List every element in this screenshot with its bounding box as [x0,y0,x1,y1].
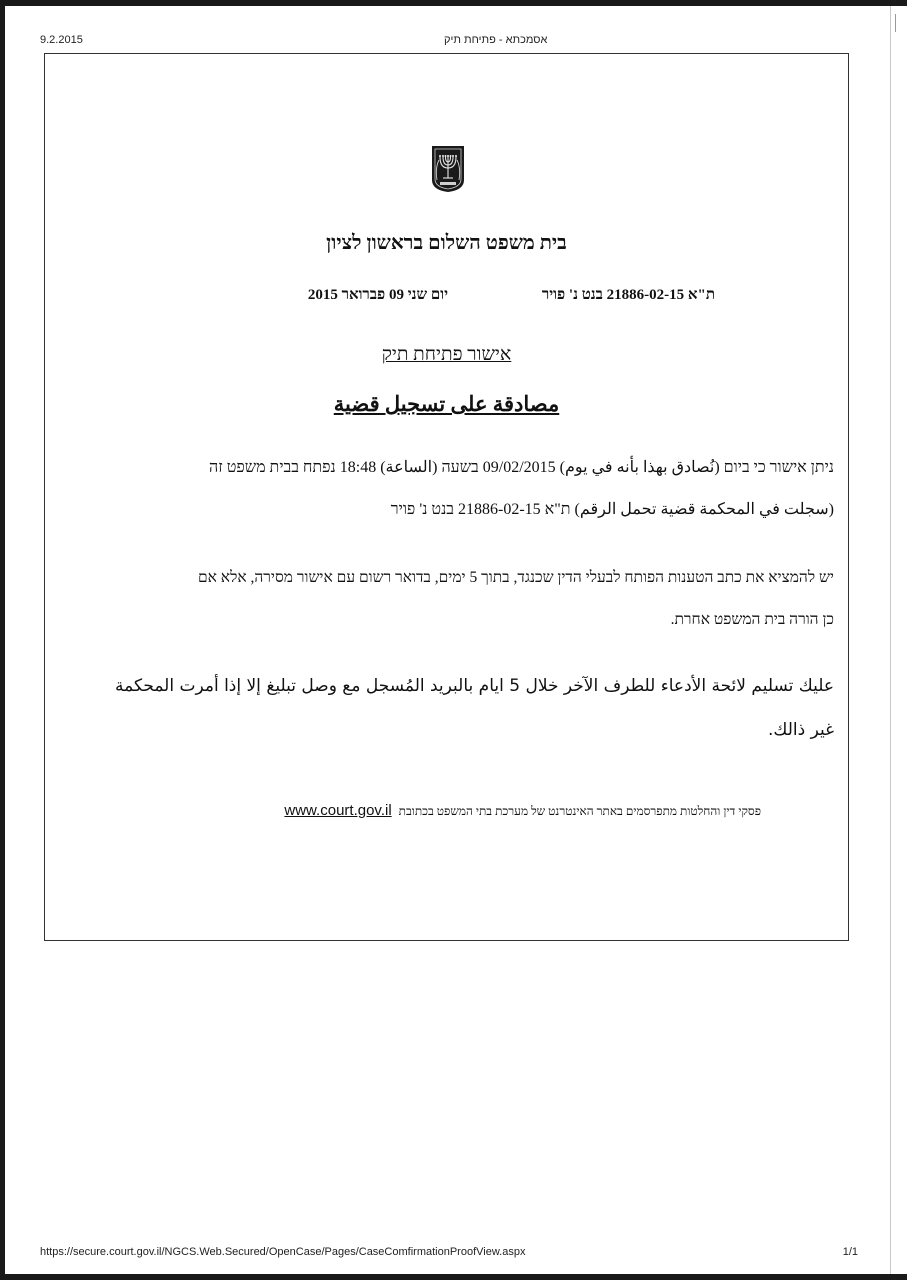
confirmation-paragraph [54,447,834,531]
publication-note-text: פסקי דין והחלטות מתפרסמים באתר האינטרנט של מערכת בתי המשפט בכתובת [398,804,761,818]
paragraph-line: ניתן אישור כי ביום (نُصادق بهذا بأنه في يوم) 09/02/2015 בשעה (الساعة) 18:48 נפתח בבית משפט זה [209,459,834,476]
paragraph-line: عليك تسليم لائحة الأدعاء للطرف الآخر خلال 5 ايام بالبريد المُسجل مع وصل تبليغ إلا إذا أمرت المحكمة [115,676,834,696]
paragraph-line: (سجلت في المحكمة قضية تحمل الرقم) ת"א 21886-02-15 בנט נ' פויר [390,501,834,518]
paragraph-line: غير ذالك. [767,720,834,740]
service-instruction-arabic [54,664,834,752]
document-box [44,53,849,941]
page-edge [890,6,907,1274]
print-title: אסמכתא - פתיחת תיק [444,34,548,46]
print-footer [40,1246,858,1260]
heading-hebrew: אישור פתיחת תיק [381,344,512,365]
publication-note [141,802,761,819]
court-website-link[interactable]: www.court.gov.il [284,802,392,819]
print-url: https://secure.court.gov.il/NGCS.Web.Secured/OpenCase/Pages/CaseComfirmationProofView.aspx [40,1246,526,1258]
service-instruction-hebrew [54,557,834,641]
print-date: 9.2.2015 [40,34,83,46]
heading-arabic: مصادقة على تسجيل قضية [333,392,560,416]
court-name: בית משפט השלום בראשון לציון [326,232,567,254]
hearing-date: יום שני 09 פברואר 2015 [307,287,448,303]
paragraph-line: יש להמציא את כתב הטענות הפותח לבעלי הדין שכנגד, בתוך 5 ימים, בדואר רשום עם אישור מסירה, אלא אם [197,569,834,586]
page-count: 1/1 [842,1246,858,1258]
case-number: ת"א 21886-02-15 בנט נ' פויר [541,287,715,303]
state-emblem-icon [430,144,466,194]
paragraph-line: כן הורה בית המשפט אחרת. [670,611,834,628]
print-header [40,34,860,48]
